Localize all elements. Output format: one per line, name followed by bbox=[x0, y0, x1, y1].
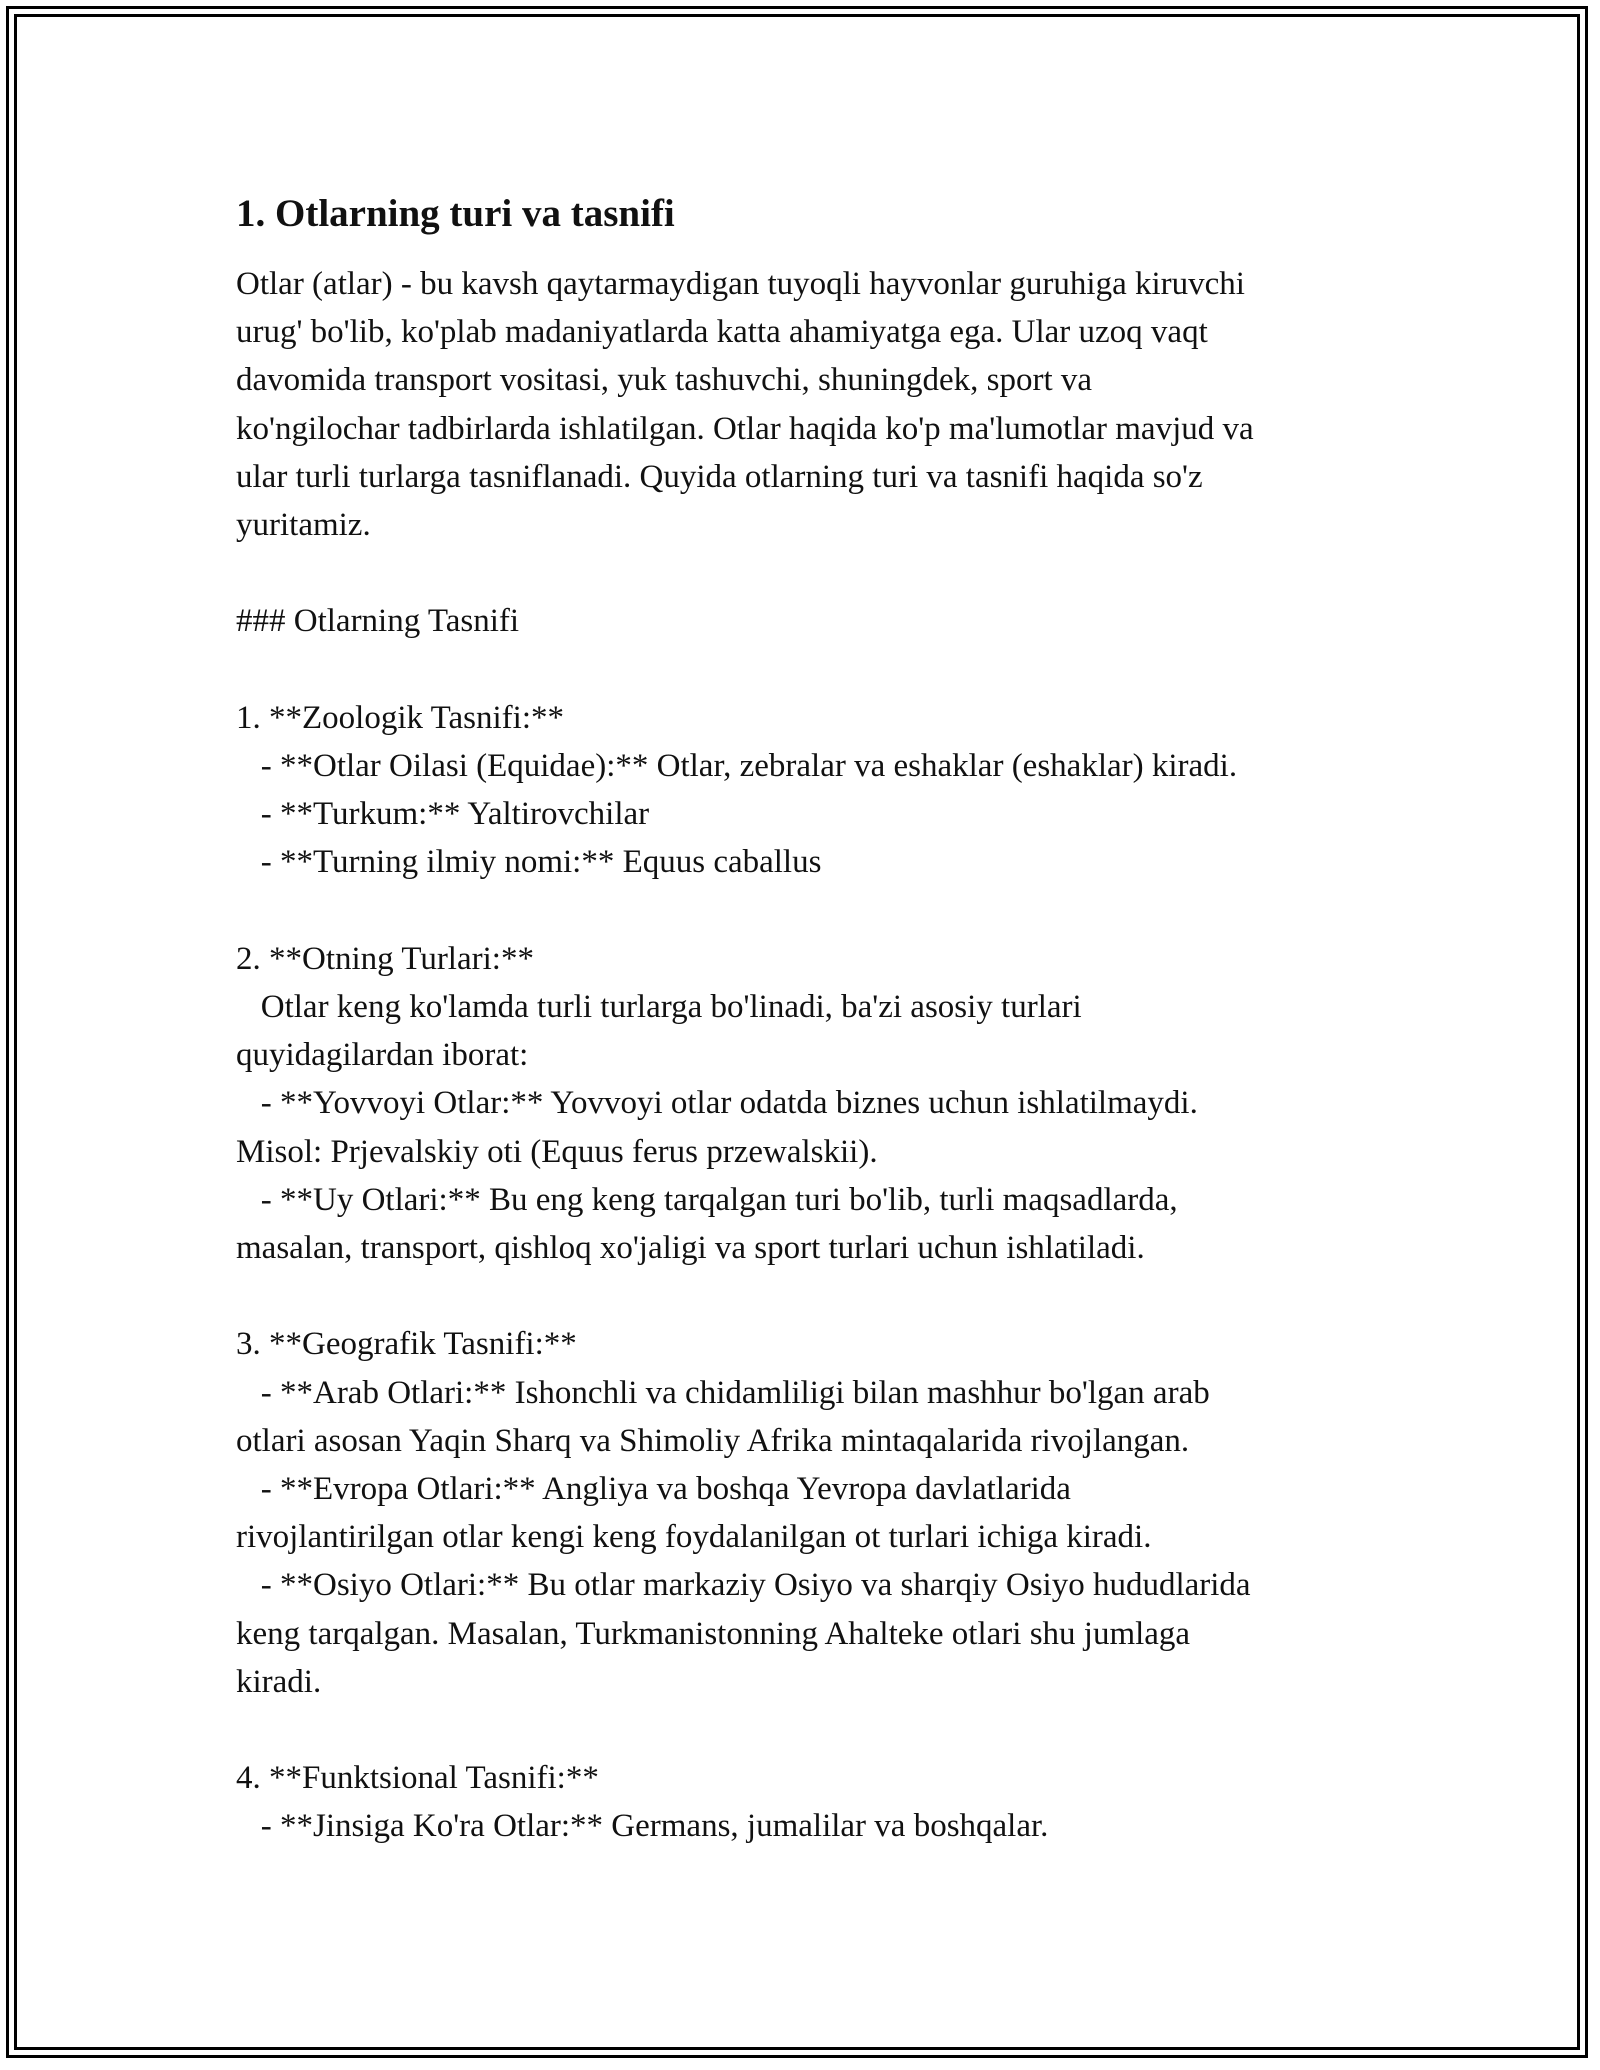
blank-line bbox=[236, 1706, 1386, 1754]
blank-line bbox=[236, 646, 1386, 694]
section-2-heading: 2. **Otning Turlari:** bbox=[236, 940, 534, 977]
section-2-item: - **Yovvoyi Otlar:** Yovvoyi otlar odatda biznes uchun ishlatilmaydi. bbox=[236, 1085, 1198, 1122]
document-body bbox=[236, 190, 1386, 1851]
blank-line bbox=[236, 887, 1386, 935]
document-title: 1. Otlarning turi va tasnifi bbox=[236, 192, 675, 235]
section-2-text: Otlar keng ko'lamda turli turlarga bo'linadi, ba'zi asosiy turlari bbox=[236, 989, 1082, 1025]
section-2-item: masalan, transport, qishloq xo'jaligi va sport turlari uchun ishlatiladi. bbox=[236, 1230, 1145, 1267]
intro-line: yuritamiz. bbox=[236, 507, 371, 544]
section-1-item: - **Turkum:** Yaltirovchilar bbox=[236, 796, 650, 833]
blank-line bbox=[236, 549, 1386, 597]
section-2-text: quyidagilardan iborat: bbox=[236, 1037, 529, 1074]
blank-line bbox=[236, 1272, 1386, 1320]
section-3-heading: 3. **Geografik Tasnifi:** bbox=[236, 1326, 577, 1363]
section-4-heading: 4. **Funktsional Tasnifi:** bbox=[236, 1760, 599, 1797]
section-3-item: keng tarqalgan. Masalan, Turkmanistonning Ahalteke otlari shu jumlaga bbox=[236, 1615, 1191, 1652]
intro-line: urug' bo'lib, ko'plab madaniyatlarda katta ahamiyatga ega. Ular uzoq vaqt bbox=[236, 314, 1208, 351]
section-1-heading: 1. **Zoologik Tasnifi:** bbox=[236, 699, 564, 736]
section-3-item: - **Osiyo Otlari:** Bu otlar markaziy Osiyo va sharqiy Osiyo hududlarida bbox=[236, 1567, 1251, 1604]
intro-line: davomida transport vositasi, yuk tashuvchi, shuningdek, sport va bbox=[236, 362, 1093, 399]
section-2-item: Misol: Prjevalskiy oti (Equus ferus przewalskii). bbox=[236, 1133, 878, 1170]
section-3-item: otlari asosan Yaqin Sharq va Shimoliy Afrika mintaqalarida rivojlangan. bbox=[236, 1422, 1190, 1459]
section-2-item: - **Uy Otlari:** Bu eng keng tarqalgan turi bo'lib, turli maqsadlarda, bbox=[236, 1181, 1178, 1218]
section-3-item: - **Evropa Otlari:** Angliya va boshqa Yevropa davlatlarida bbox=[236, 1471, 1071, 1508]
intro-line: ko'ngilochar tadbirlarda ishlatilgan. Otlar haqida ko'p ma'lumotlar mavjud va bbox=[236, 410, 1254, 447]
intro-line: Otlar (atlar) - bu kavsh qaytarmaydigan tuyoqli hayvonlar guruhiga kiruvchi bbox=[236, 266, 1245, 302]
section-1-item: - **Turning ilmiy nomi:** Equus caballus bbox=[236, 844, 822, 881]
section-3-item: rivojlantirilgan otlar kengi keng foydalanilgan ot turlari ichiga kiradi. bbox=[236, 1519, 1152, 1556]
intro-line: ular turli turlarga tasniflanadi. Quyida otlarning turi va tasnifi haqida so'z bbox=[236, 458, 1203, 495]
section-3-item: kiradi. bbox=[236, 1663, 322, 1700]
section-3-item: - **Arab Otlari:** Ishonchli va chidamliligi bilan mashhur bo'lgan arab bbox=[236, 1374, 1210, 1411]
intro-paragraph bbox=[236, 260, 1386, 1851]
section-4-item: - **Jinsiga Ko'ra Otlar:** Germans, jumalilar va boshqalar. bbox=[236, 1808, 1049, 1845]
section-1-item: - **Otlar Oilasi (Equidae):** Otlar, zebralar va eshaklar (eshaklar) kiradi. bbox=[236, 748, 1238, 784]
section-subheading: ### Otlarning Tasnifi bbox=[236, 603, 520, 640]
